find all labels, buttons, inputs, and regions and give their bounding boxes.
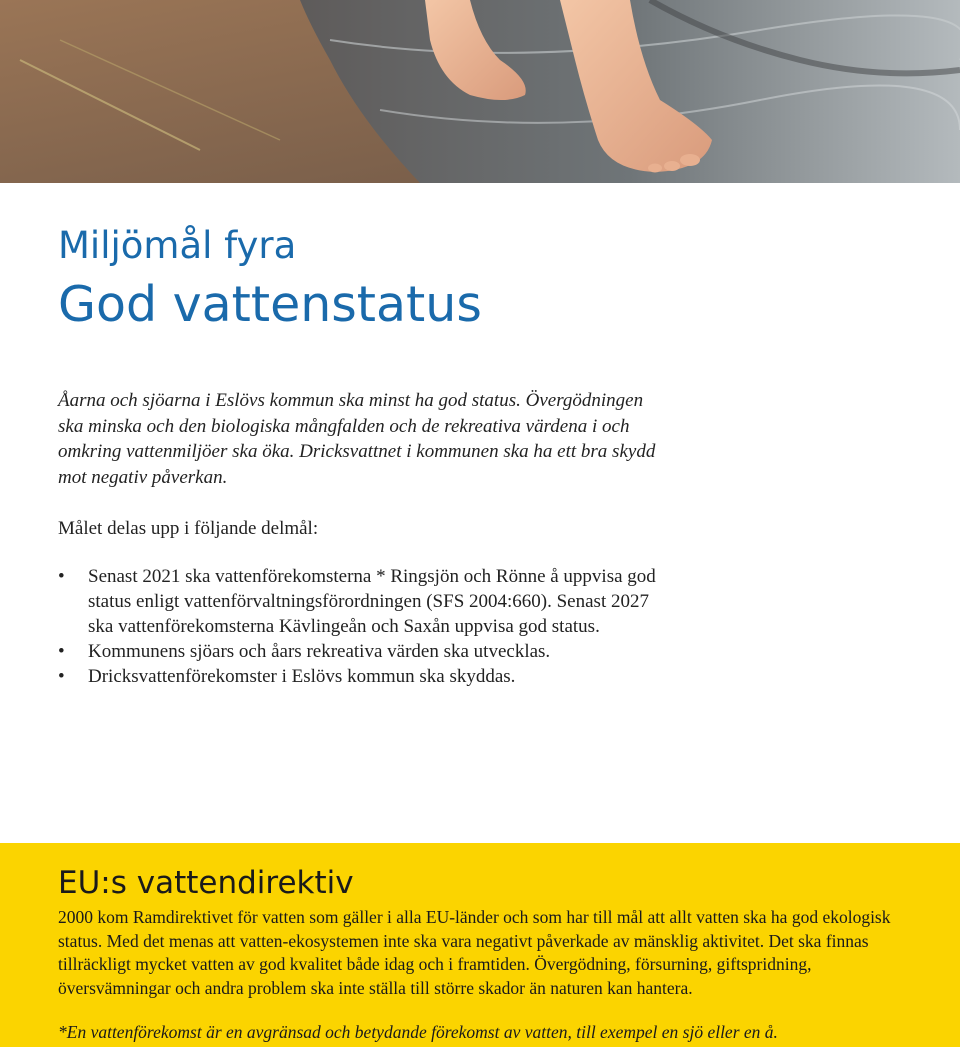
list-item: [58, 564, 668, 639]
eu-directive-box: [0, 843, 960, 1047]
goal-text: Kommunens sjöars och åars rekreativa värden ska utvecklas.: [88, 641, 551, 662]
list-item: [58, 639, 668, 664]
intro-paragraph: Åarna och sjöarna i Eslövs kommun ska minst ha god status. Övergödningen ska minska och den biologiska mångfalden och de rekreativa värdena i och omkring vattenmiljöer ska öka. Dricksvattnet i kommunen ska ha ett bra skydd mot negativ påverkan.: [58, 390, 656, 488]
header-photo: [0, 0, 960, 183]
eu-body: 2000 kom Ramdirektivet för vatten som gäller i alla EU-länder och som har till mål att allt vatten ska ha god ekologisk status. Med det menas att vatten-ekosystemen inte ska vara negativt påverkade av mänsklig aktivitet. Det ska finnas tillräckligt mycket vatten av god kvalitet både idag och i framtiden. Övergödning, försurning, giftspridning, översvämningar och andra problem ska inte ställa till större skador än naturen kan hantera.: [58, 907, 891, 998]
footnote: *En vattenförekomst är en avgränsad och betydande förekomst av vatten, till exempel en sjö eller en å.: [58, 1022, 778, 1042]
photo-illustration: [0, 0, 960, 183]
list-item: [58, 664, 668, 689]
bullet: •: [58, 566, 65, 587]
goal-text: Senast 2021 ska vattenförekomsterna * Ringsjön och Rönne å uppvisa god status enligt vattenförvaltningsförordningen (SFS 2004:660). Senast 2027 ska vattenförekomsterna Kävlingeån och Saxån uppvisa god status.: [88, 566, 656, 637]
bullet: •: [58, 641, 65, 662]
goals-lead: Målet delas upp i följande delmål:: [58, 518, 319, 539]
bullet: •: [58, 666, 65, 687]
page-title: God vattenstatus: [58, 276, 482, 333]
subtitle: Miljömål fyra: [58, 224, 297, 267]
goal-text: Dricksvattenförekomster i Eslövs kommun ska skyddas.: [88, 666, 516, 687]
eu-title: EU:s vattendirektiv: [58, 865, 354, 901]
goals-list: [58, 564, 668, 689]
